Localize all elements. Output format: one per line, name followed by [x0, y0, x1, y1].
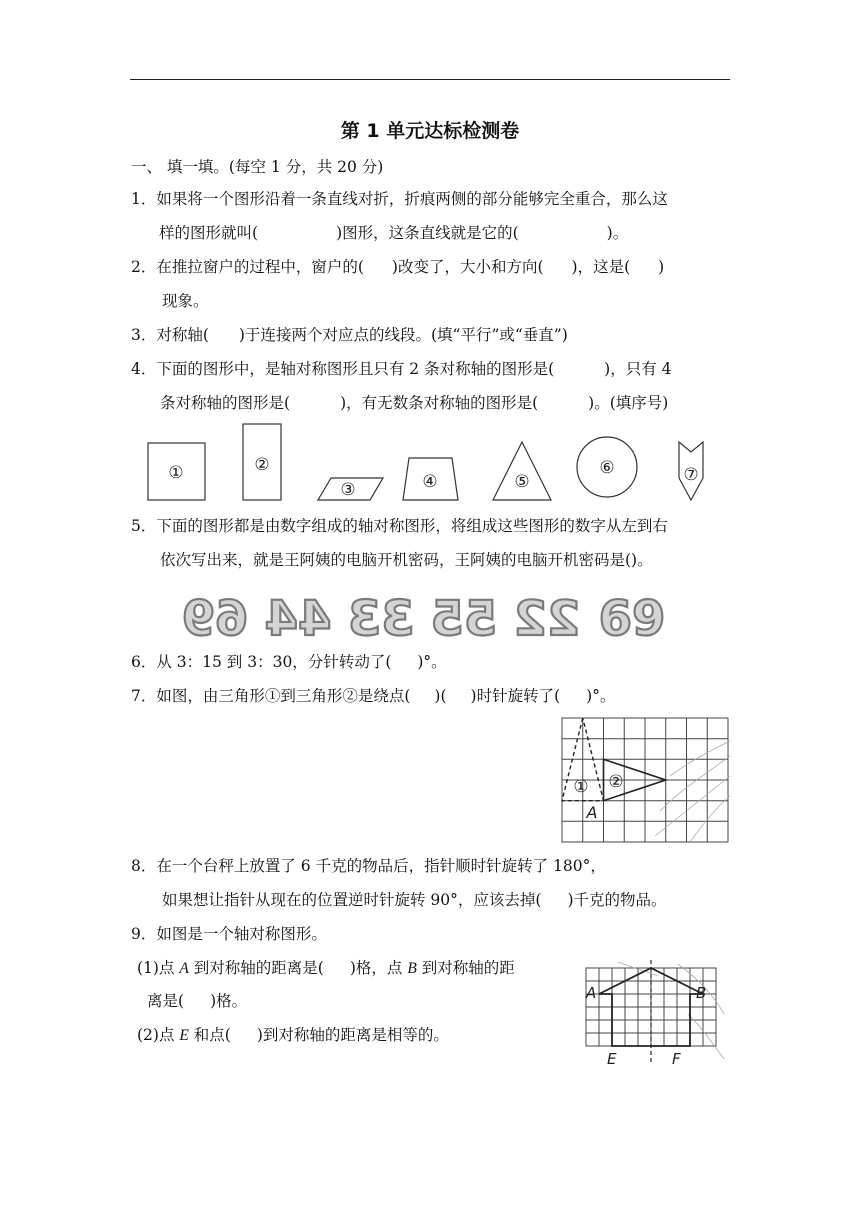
- number-figure-1: 69: [181, 591, 249, 643]
- q9-text-f: )格。: [210, 992, 248, 1010]
- q9-text-i: )到对称轴的距离是相等的。: [256, 1026, 449, 1044]
- q3-line1: [131, 325, 568, 345]
- q5-line1: 5．下面的图形都是由数字组成的轴对称图形，将组成这些图形的数字从左到右: [131, 517, 668, 535]
- q9-point-a: A: [179, 960, 189, 977]
- q9-text-d: 到对称轴的距: [416, 959, 515, 977]
- q3-text-b: )于连接两个对应点的线段。(填“平行”或“垂直”): [238, 326, 568, 344]
- q2-line1: [131, 257, 664, 277]
- q2-line2: 现象。: [162, 292, 209, 310]
- q2-text-d: ): [658, 258, 665, 276]
- q9-text-e: 离是(: [147, 992, 185, 1010]
- q5-number-figures: [170, 585, 690, 643]
- q9-label-f: F: [672, 1050, 681, 1068]
- q9-text-c: )格，点: [349, 959, 408, 977]
- page-title: 第 1 单元达标检测卷: [340, 120, 520, 142]
- q1-line2: [159, 223, 628, 243]
- number-figure-2: 44: [264, 591, 332, 643]
- shape-label-2: ②: [254, 455, 270, 475]
- q8-text-a: 如果想让指针从现在的位置逆时针旋转 90°，应该去掉(: [162, 891, 542, 909]
- q7-label-a: A: [586, 803, 598, 822]
- q9-point-e: E: [179, 1027, 189, 1044]
- q9-text-b: 到对称轴的距离是(: [188, 959, 324, 977]
- shape-label-4: ④: [422, 472, 438, 492]
- q2-text-c: )，这是(: [571, 258, 631, 276]
- q9-label-a: A: [586, 984, 597, 1002]
- q8-line2: [162, 890, 667, 910]
- q7-text-a: 7．如图，由三角形①到三角形②是绕点(: [131, 687, 411, 705]
- section-heading: 一、 填一填。(每空 1 分，共 20 分): [131, 158, 384, 176]
- shape-label-7: ⑦: [683, 465, 699, 485]
- q9-text-h: 和点(: [188, 1026, 231, 1044]
- q9-part1-line2: [147, 991, 247, 1011]
- q1-line1: 1．如果将一个图形沿着一条直线对折，折痕两侧的部分能够完全重合，那么这: [131, 190, 668, 208]
- q2-text-b: )改变了，大小和方向(: [391, 258, 544, 276]
- q4-line1: [131, 359, 671, 379]
- q9-point-b: B: [407, 960, 417, 977]
- q8-text-b: )千克的物品。: [567, 891, 667, 909]
- shape-label-3: ③: [340, 480, 356, 500]
- q4-text-b: )，只有 4: [604, 360, 672, 378]
- q4-line2: [160, 393, 668, 413]
- q4-shapes: [140, 420, 720, 506]
- q4-text-e: )。(填序号): [588, 394, 669, 412]
- number-figure-5: 22: [513, 591, 581, 643]
- q6-text-b: )°。: [417, 653, 447, 671]
- q1-text-a: 样的图形就叫(: [159, 224, 259, 242]
- q8-line1: 8．在一个台秤上放置了 6 千克的物品后，指针顺时针旋转了 180°，: [131, 857, 606, 875]
- q2-text-a: 2．在推拉窗户的过程中，窗户的(: [131, 258, 364, 276]
- q9-grid-figure: [578, 954, 726, 1070]
- q9-part2-line1: [137, 1025, 449, 1046]
- q3-text-a: 3．对称轴(: [131, 326, 209, 344]
- shape-label-6: ⑥: [599, 458, 615, 478]
- q9-part1-line1: [137, 958, 515, 979]
- top-rule: [130, 79, 730, 80]
- number-figure-6: 69: [598, 591, 666, 643]
- q4-text-a: 4．下面的图形中，是轴对称图形且只有 2 条对称轴的图形是(: [131, 360, 555, 378]
- q4-text-d: )，有无数条对称轴的图形是(: [340, 394, 539, 412]
- q4-text-c: 条对称轴的图形是(: [160, 394, 291, 412]
- q1-text-c: )。: [606, 224, 629, 242]
- number-figure-4: 55: [430, 591, 498, 643]
- q7-text-c: )时针旋转了(: [470, 687, 561, 705]
- q6-line1: [131, 652, 447, 672]
- shape-label-1: ①: [168, 463, 184, 483]
- q1-text-b: )图形，这条直线就是它的(: [336, 224, 519, 242]
- number-figure-3: 33: [347, 591, 415, 643]
- q9-text-g: (2)点: [137, 1026, 180, 1044]
- q7-grid-figure: [560, 716, 732, 844]
- q6-text-a: 6．从 3：15 到 3：30，分针转动了(: [131, 653, 392, 671]
- q5-line2: 依次写出来，就是王阿姨的电脑开机密码，王阿姨的电脑开机密码是()。: [160, 551, 653, 569]
- shape-label-5: ⑤: [514, 472, 530, 492]
- q7-text-b: )(: [434, 687, 447, 705]
- q9-label-e: E: [607, 1050, 617, 1068]
- q9-text-a: (1)点: [137, 959, 180, 977]
- q9-line1: 9．如图是一个轴对称图形。: [131, 925, 327, 943]
- q7-text-d: )°。: [586, 687, 616, 705]
- q7-label-1: ①: [573, 777, 589, 797]
- q9-label-b: B: [696, 984, 707, 1002]
- q7-label-2: ②: [608, 772, 624, 792]
- q7-line1: [131, 686, 615, 706]
